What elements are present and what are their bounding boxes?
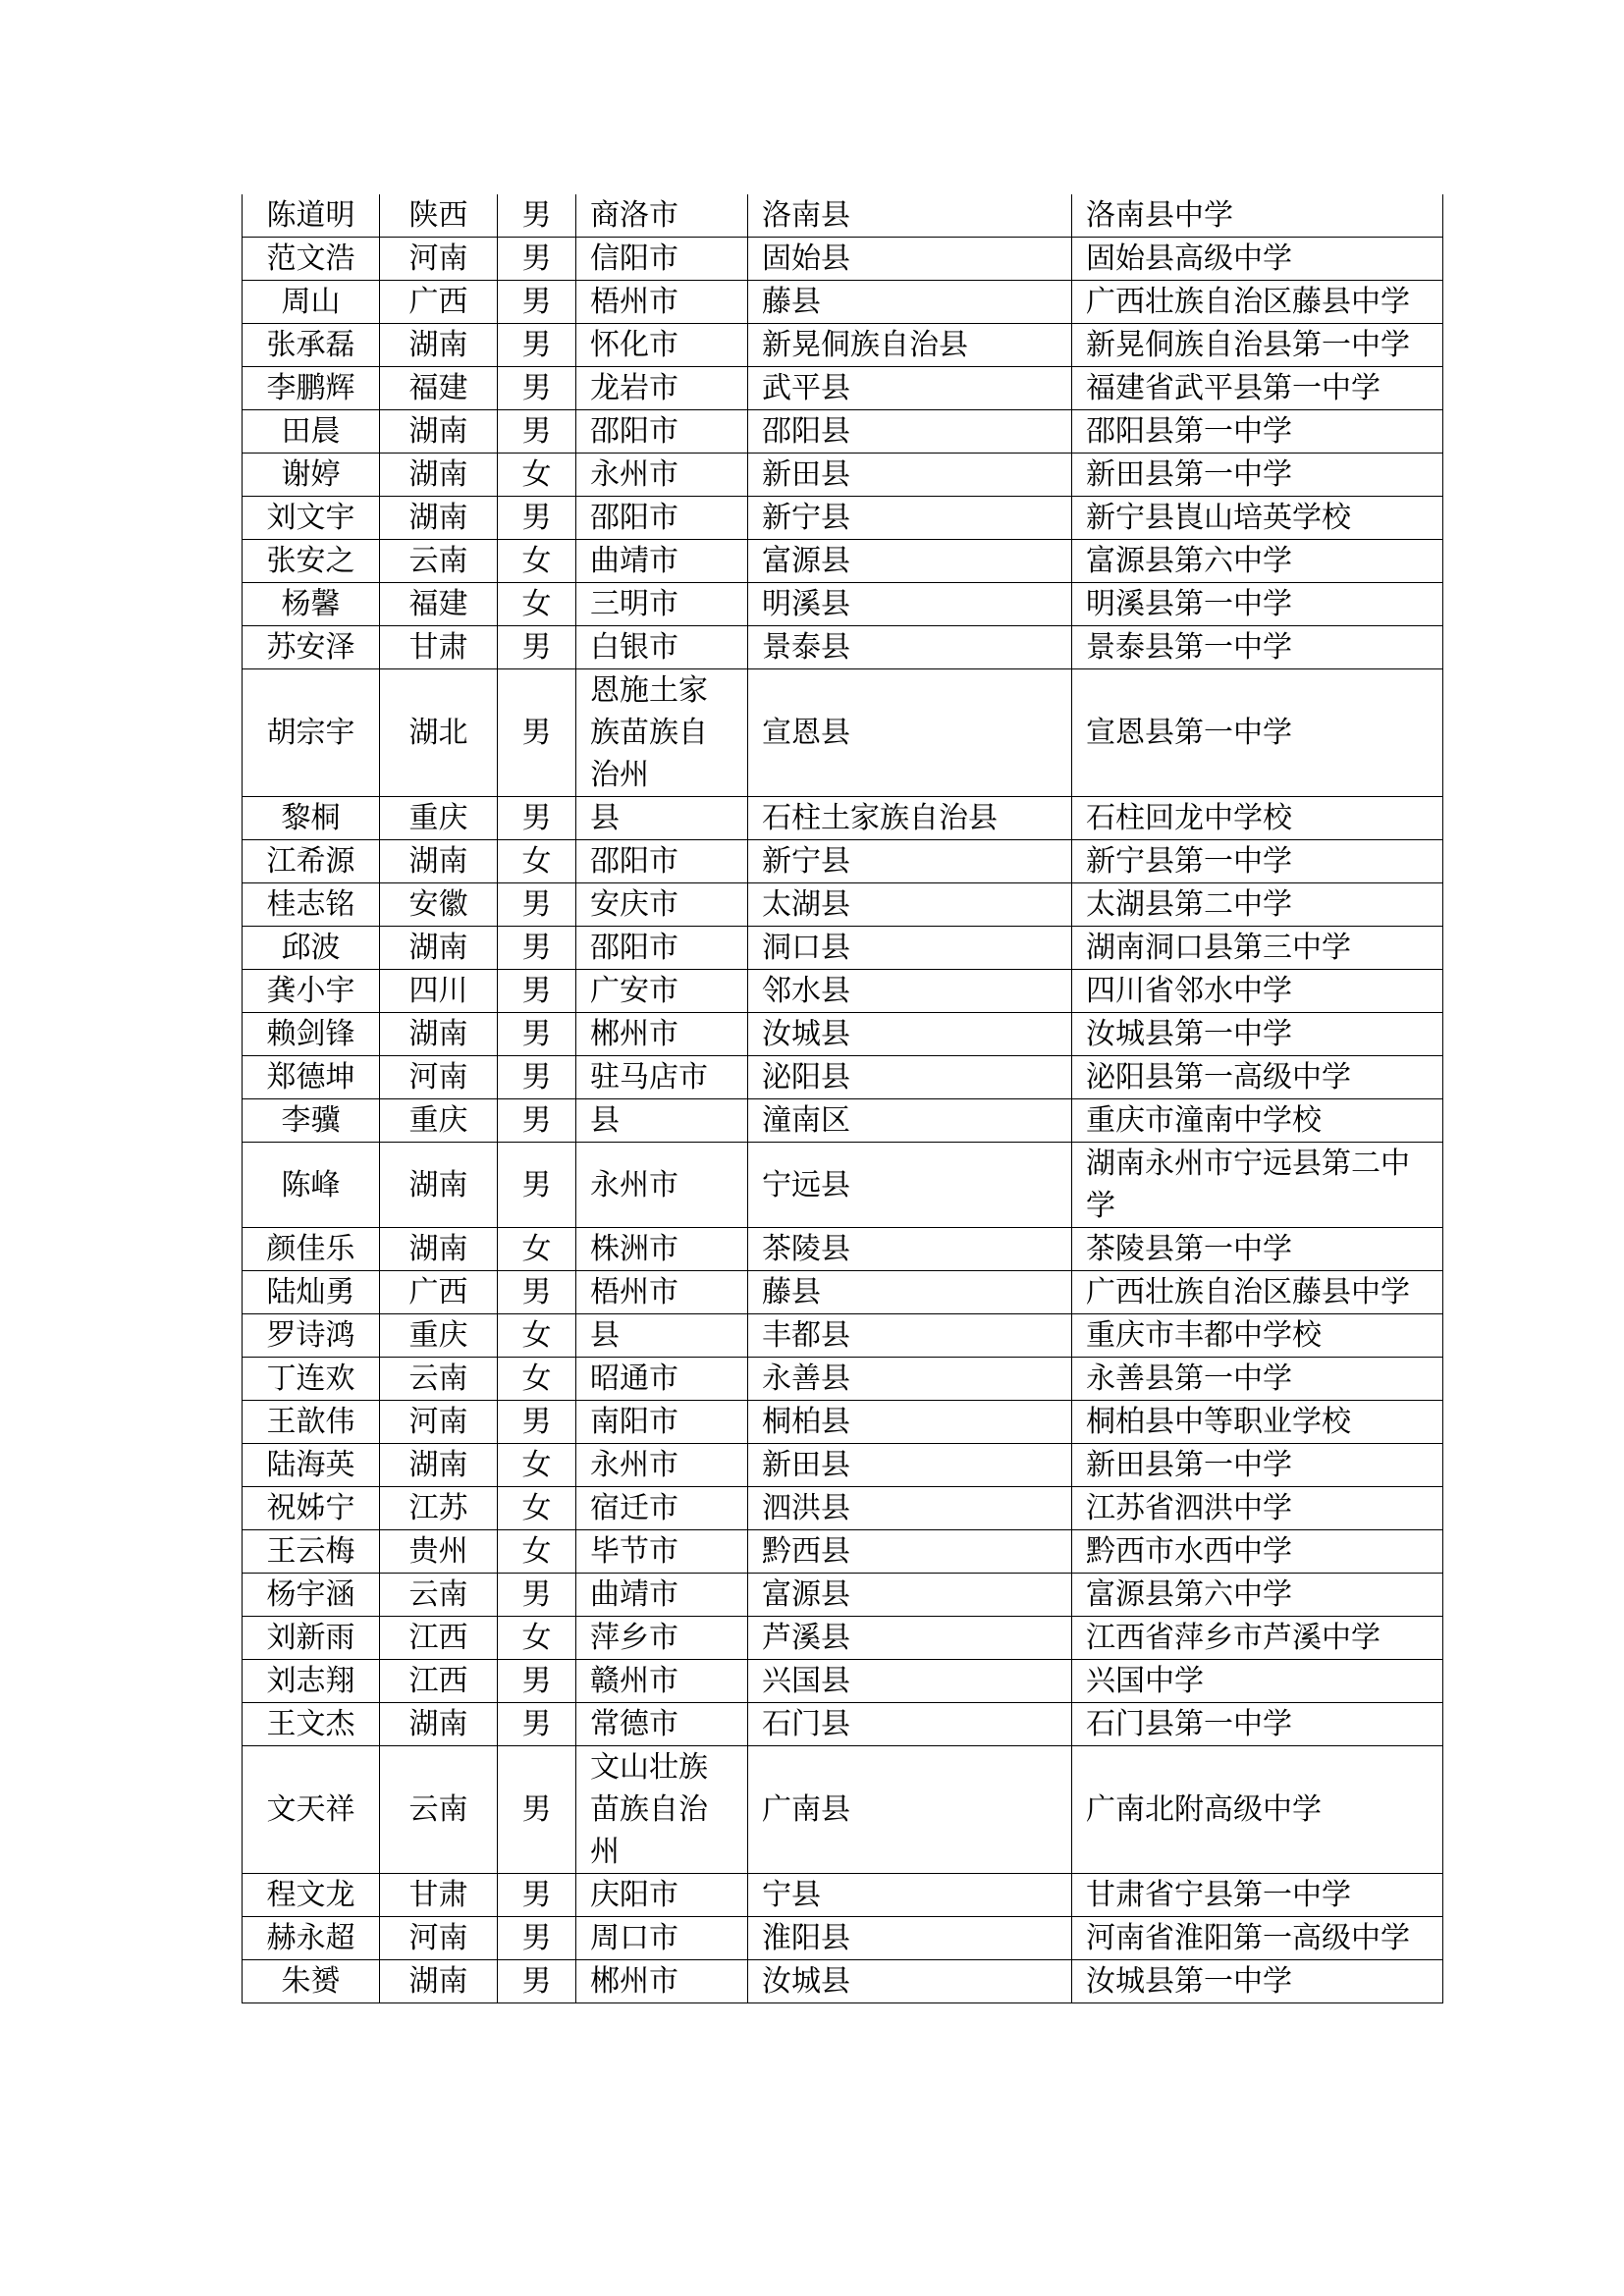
cell-school: 洛南县中学 bbox=[1072, 194, 1443, 238]
cell-city: 梧州市 bbox=[576, 281, 748, 324]
cell-county: 邵阳县 bbox=[748, 410, 1072, 454]
cell-school: 景泰县第一中学 bbox=[1072, 626, 1443, 669]
cell-school: 广西壮族自治区藤县中学 bbox=[1072, 281, 1443, 324]
cell-county: 黔西县 bbox=[748, 1530, 1072, 1574]
cell-gender: 男 bbox=[498, 1960, 576, 2003]
cell-name: 江希源 bbox=[243, 840, 380, 883]
cell-gender: 女 bbox=[498, 1228, 576, 1271]
cell-province: 河南 bbox=[380, 238, 498, 281]
cell-county: 新田县 bbox=[748, 1444, 1072, 1487]
cell-province: 湖南 bbox=[380, 324, 498, 367]
cell-gender: 男 bbox=[498, 1660, 576, 1703]
cell-city: 永州市 bbox=[576, 454, 748, 497]
cell-county: 芦溪县 bbox=[748, 1617, 1072, 1660]
table-row bbox=[243, 1530, 1443, 1574]
cell-name: 陈峰 bbox=[243, 1143, 380, 1228]
cell-province: 湖南 bbox=[380, 1703, 498, 1746]
cell-county: 武平县 bbox=[748, 367, 1072, 410]
cell-school: 富源县第六中学 bbox=[1072, 540, 1443, 583]
cell-gender: 男 bbox=[498, 1056, 576, 1099]
cell-school: 四川省邻水中学 bbox=[1072, 970, 1443, 1013]
cell-school: 固始县高级中学 bbox=[1072, 238, 1443, 281]
cell-gender: 男 bbox=[498, 1746, 576, 1874]
cell-name: 陆灿勇 bbox=[243, 1271, 380, 1314]
cell-province: 湖南 bbox=[380, 1960, 498, 2003]
cell-name: 赫永超 bbox=[243, 1917, 380, 1960]
cell-city: 恩施土家族苗族自治州 bbox=[576, 669, 748, 797]
cell-county: 新宁县 bbox=[748, 497, 1072, 540]
cell-name: 王云梅 bbox=[243, 1530, 380, 1574]
cell-gender: 男 bbox=[498, 797, 576, 840]
cell-province: 河南 bbox=[380, 1917, 498, 1960]
table-row bbox=[243, 1746, 1443, 1874]
cell-city: 株洲市 bbox=[576, 1228, 748, 1271]
cell-county: 明溪县 bbox=[748, 583, 1072, 626]
cell-county: 富源县 bbox=[748, 1574, 1072, 1617]
cell-city: 梧州市 bbox=[576, 1271, 748, 1314]
table-row bbox=[243, 410, 1443, 454]
cell-province: 广西 bbox=[380, 1271, 498, 1314]
cell-province: 湖南 bbox=[380, 1013, 498, 1056]
cell-province: 湖南 bbox=[380, 497, 498, 540]
table-row bbox=[243, 626, 1443, 669]
cell-province: 安徽 bbox=[380, 883, 498, 927]
cell-name: 李鹏辉 bbox=[243, 367, 380, 410]
cell-county: 宁县 bbox=[748, 1874, 1072, 1917]
cell-school: 广南北附高级中学 bbox=[1072, 1746, 1443, 1874]
cell-school: 邵阳县第一中学 bbox=[1072, 410, 1443, 454]
cell-county: 富源县 bbox=[748, 540, 1072, 583]
cell-name: 王歆伟 bbox=[243, 1401, 380, 1444]
cell-name: 桂志铭 bbox=[243, 883, 380, 927]
cell-name: 文天祥 bbox=[243, 1746, 380, 1874]
cell-city: 县 bbox=[576, 1314, 748, 1358]
cell-name: 李骥 bbox=[243, 1099, 380, 1143]
cell-province: 贵州 bbox=[380, 1530, 498, 1574]
cell-province: 广西 bbox=[380, 281, 498, 324]
cell-city: 广安市 bbox=[576, 970, 748, 1013]
cell-city: 邵阳市 bbox=[576, 410, 748, 454]
cell-county: 藤县 bbox=[748, 281, 1072, 324]
table-row bbox=[243, 970, 1443, 1013]
cell-province: 湖南 bbox=[380, 840, 498, 883]
cell-province: 甘肃 bbox=[380, 626, 498, 669]
cell-county: 兴国县 bbox=[748, 1660, 1072, 1703]
cell-school: 江苏省泗洪中学 bbox=[1072, 1487, 1443, 1530]
cell-province: 云南 bbox=[380, 540, 498, 583]
cell-county: 新田县 bbox=[748, 454, 1072, 497]
cell-city: 邵阳市 bbox=[576, 840, 748, 883]
cell-name: 苏安泽 bbox=[243, 626, 380, 669]
cell-gender: 男 bbox=[498, 1401, 576, 1444]
cell-county: 汝城县 bbox=[748, 1960, 1072, 2003]
cell-province: 云南 bbox=[380, 1746, 498, 1874]
table-row bbox=[243, 540, 1443, 583]
cell-city: 三明市 bbox=[576, 583, 748, 626]
cell-province: 福建 bbox=[380, 583, 498, 626]
cell-province: 甘肃 bbox=[380, 1874, 498, 1917]
cell-city: 邵阳市 bbox=[576, 927, 748, 970]
cell-province: 河南 bbox=[380, 1056, 498, 1099]
table-row bbox=[243, 1487, 1443, 1530]
cell-city: 文山壮族苗族自治州 bbox=[576, 1746, 748, 1874]
cell-city: 永州市 bbox=[576, 1143, 748, 1228]
table-row bbox=[243, 497, 1443, 540]
cell-school: 新宁县第一中学 bbox=[1072, 840, 1443, 883]
table-row bbox=[243, 238, 1443, 281]
table-row bbox=[243, 1271, 1443, 1314]
cell-name: 张承磊 bbox=[243, 324, 380, 367]
cell-school: 湖南洞口县第三中学 bbox=[1072, 927, 1443, 970]
cell-school: 广西壮族自治区藤县中学 bbox=[1072, 1271, 1443, 1314]
cell-gender: 男 bbox=[498, 324, 576, 367]
cell-province: 湖南 bbox=[380, 927, 498, 970]
cell-city: 驻马店市 bbox=[576, 1056, 748, 1099]
cell-city: 县 bbox=[576, 797, 748, 840]
cell-name: 朱赟 bbox=[243, 1960, 380, 2003]
cell-name: 刘新雨 bbox=[243, 1617, 380, 1660]
table-row bbox=[243, 1574, 1443, 1617]
cell-county: 宣恩县 bbox=[748, 669, 1072, 797]
table-row bbox=[243, 797, 1443, 840]
cell-gender: 男 bbox=[498, 626, 576, 669]
cell-county: 丰都县 bbox=[748, 1314, 1072, 1358]
table-row bbox=[243, 583, 1443, 626]
cell-gender: 女 bbox=[498, 1358, 576, 1401]
cell-city: 毕节市 bbox=[576, 1530, 748, 1574]
cell-city: 南阳市 bbox=[576, 1401, 748, 1444]
cell-school: 重庆市丰都中学校 bbox=[1072, 1314, 1443, 1358]
cell-county: 淮阳县 bbox=[748, 1917, 1072, 1960]
cell-province: 湖南 bbox=[380, 454, 498, 497]
table-row bbox=[243, 194, 1443, 238]
cell-school: 重庆市潼南中学校 bbox=[1072, 1099, 1443, 1143]
cell-county: 固始县 bbox=[748, 238, 1072, 281]
table-row bbox=[243, 1099, 1443, 1143]
cell-city: 永州市 bbox=[576, 1444, 748, 1487]
cell-gender: 女 bbox=[498, 1314, 576, 1358]
cell-province: 福建 bbox=[380, 367, 498, 410]
cell-name: 祝姊宁 bbox=[243, 1487, 380, 1530]
cell-county: 汝城县 bbox=[748, 1013, 1072, 1056]
cell-county: 邻水县 bbox=[748, 970, 1072, 1013]
cell-gender: 男 bbox=[498, 238, 576, 281]
cell-city: 邵阳市 bbox=[576, 497, 748, 540]
cell-city: 宿迁市 bbox=[576, 1487, 748, 1530]
cell-school: 福建省武平县第一中学 bbox=[1072, 367, 1443, 410]
cell-county: 洞口县 bbox=[748, 927, 1072, 970]
cell-city: 常德市 bbox=[576, 1703, 748, 1746]
table-row bbox=[243, 1917, 1443, 1960]
cell-name: 杨馨 bbox=[243, 583, 380, 626]
cell-name: 郑德坤 bbox=[243, 1056, 380, 1099]
roster-body bbox=[243, 194, 1443, 2003]
cell-gender: 女 bbox=[498, 840, 576, 883]
cell-county: 广南县 bbox=[748, 1746, 1072, 1874]
cell-province: 湖南 bbox=[380, 1444, 498, 1487]
cell-school: 宣恩县第一中学 bbox=[1072, 669, 1443, 797]
table-row bbox=[243, 1660, 1443, 1703]
cell-county: 永善县 bbox=[748, 1358, 1072, 1401]
table-row bbox=[243, 1228, 1443, 1271]
cell-school: 明溪县第一中学 bbox=[1072, 583, 1443, 626]
cell-gender: 女 bbox=[498, 540, 576, 583]
cell-name: 张安之 bbox=[243, 540, 380, 583]
cell-gender: 男 bbox=[498, 1099, 576, 1143]
cell-city: 白银市 bbox=[576, 626, 748, 669]
cell-school: 泌阳县第一高级中学 bbox=[1072, 1056, 1443, 1099]
student-roster-table bbox=[242, 194, 1443, 2003]
cell-city: 郴州市 bbox=[576, 1960, 748, 2003]
cell-name: 范文浩 bbox=[243, 238, 380, 281]
cell-school: 新田县第一中学 bbox=[1072, 1444, 1443, 1487]
cell-name: 黎桐 bbox=[243, 797, 380, 840]
table-row bbox=[243, 669, 1443, 797]
table-row bbox=[243, 1401, 1443, 1444]
cell-school: 新晃侗族自治县第一中学 bbox=[1072, 324, 1443, 367]
cell-gender: 女 bbox=[498, 1617, 576, 1660]
cell-school: 黔西市水西中学 bbox=[1072, 1530, 1443, 1574]
cell-name: 陈道明 bbox=[243, 194, 380, 238]
cell-county: 洛南县 bbox=[748, 194, 1072, 238]
cell-province: 湖北 bbox=[380, 669, 498, 797]
table-row bbox=[243, 1056, 1443, 1099]
cell-province: 湖南 bbox=[380, 1228, 498, 1271]
table-row bbox=[243, 281, 1443, 324]
cell-province: 四川 bbox=[380, 970, 498, 1013]
cell-name: 杨宇涵 bbox=[243, 1574, 380, 1617]
table-row bbox=[243, 1314, 1443, 1358]
cell-gender: 男 bbox=[498, 497, 576, 540]
cell-name: 邱波 bbox=[243, 927, 380, 970]
cell-school: 永善县第一中学 bbox=[1072, 1358, 1443, 1401]
table-row bbox=[243, 367, 1443, 410]
cell-school: 甘肃省宁县第一中学 bbox=[1072, 1874, 1443, 1917]
table-row bbox=[243, 1703, 1443, 1746]
table-row bbox=[243, 1617, 1443, 1660]
cell-province: 江苏 bbox=[380, 1487, 498, 1530]
cell-school: 茶陵县第一中学 bbox=[1072, 1228, 1443, 1271]
cell-county: 潼南区 bbox=[748, 1099, 1072, 1143]
cell-province: 重庆 bbox=[380, 1099, 498, 1143]
cell-province: 重庆 bbox=[380, 1314, 498, 1358]
cell-gender: 女 bbox=[498, 583, 576, 626]
cell-name: 胡宗宇 bbox=[243, 669, 380, 797]
cell-city: 昭通市 bbox=[576, 1358, 748, 1401]
table-row bbox=[243, 454, 1443, 497]
cell-city: 龙岩市 bbox=[576, 367, 748, 410]
table-row bbox=[243, 1013, 1443, 1056]
cell-county: 藤县 bbox=[748, 1271, 1072, 1314]
table-row bbox=[243, 1960, 1443, 2003]
cell-city: 曲靖市 bbox=[576, 1574, 748, 1617]
cell-name: 谢婷 bbox=[243, 454, 380, 497]
cell-gender: 男 bbox=[498, 970, 576, 1013]
cell-gender: 男 bbox=[498, 669, 576, 797]
cell-city: 曲靖市 bbox=[576, 540, 748, 583]
cell-school: 兴国中学 bbox=[1072, 1660, 1443, 1703]
cell-county: 景泰县 bbox=[748, 626, 1072, 669]
table-row bbox=[243, 1444, 1443, 1487]
cell-city: 庆阳市 bbox=[576, 1874, 748, 1917]
cell-province: 河南 bbox=[380, 1401, 498, 1444]
cell-province: 湖南 bbox=[380, 1143, 498, 1228]
cell-school: 河南省淮阳第一高级中学 bbox=[1072, 1917, 1443, 1960]
cell-name: 王文杰 bbox=[243, 1703, 380, 1746]
cell-name: 赖剑锋 bbox=[243, 1013, 380, 1056]
cell-county: 茶陵县 bbox=[748, 1228, 1072, 1271]
cell-gender: 男 bbox=[498, 1271, 576, 1314]
cell-city: 赣州市 bbox=[576, 1660, 748, 1703]
cell-province: 重庆 bbox=[380, 797, 498, 840]
cell-school: 汝城县第一中学 bbox=[1072, 1013, 1443, 1056]
cell-name: 龚小宇 bbox=[243, 970, 380, 1013]
cell-school: 桐柏县中等职业学校 bbox=[1072, 1401, 1443, 1444]
cell-city: 信阳市 bbox=[576, 238, 748, 281]
cell-school: 新田县第一中学 bbox=[1072, 454, 1443, 497]
cell-school: 江西省萍乡市芦溪中学 bbox=[1072, 1617, 1443, 1660]
cell-province: 陕西 bbox=[380, 194, 498, 238]
cell-gender: 男 bbox=[498, 1703, 576, 1746]
cell-province: 江西 bbox=[380, 1660, 498, 1703]
cell-city: 商洛市 bbox=[576, 194, 748, 238]
cell-name: 程文龙 bbox=[243, 1874, 380, 1917]
cell-school: 石门县第一中学 bbox=[1072, 1703, 1443, 1746]
cell-county: 桐柏县 bbox=[748, 1401, 1072, 1444]
cell-city: 周口市 bbox=[576, 1917, 748, 1960]
table-row bbox=[243, 1358, 1443, 1401]
table-row bbox=[243, 324, 1443, 367]
cell-city: 萍乡市 bbox=[576, 1617, 748, 1660]
cell-school: 石柱回龙中学校 bbox=[1072, 797, 1443, 840]
cell-city: 安庆市 bbox=[576, 883, 748, 927]
cell-gender: 男 bbox=[498, 927, 576, 970]
cell-county: 石柱土家族自治县 bbox=[748, 797, 1072, 840]
cell-name: 刘志翔 bbox=[243, 1660, 380, 1703]
cell-gender: 女 bbox=[498, 1487, 576, 1530]
cell-gender: 女 bbox=[498, 1444, 576, 1487]
cell-name: 颜佳乐 bbox=[243, 1228, 380, 1271]
cell-school: 汝城县第一中学 bbox=[1072, 1960, 1443, 2003]
cell-gender: 男 bbox=[498, 281, 576, 324]
table-row bbox=[243, 1874, 1443, 1917]
cell-gender: 男 bbox=[498, 883, 576, 927]
cell-city: 怀化市 bbox=[576, 324, 748, 367]
cell-province: 湖南 bbox=[380, 410, 498, 454]
cell-name: 丁连欢 bbox=[243, 1358, 380, 1401]
cell-name: 罗诗鸿 bbox=[243, 1314, 380, 1358]
table-row bbox=[243, 883, 1443, 927]
cell-gender: 男 bbox=[498, 194, 576, 238]
cell-city: 县 bbox=[576, 1099, 748, 1143]
cell-gender: 男 bbox=[498, 1013, 576, 1056]
table-row bbox=[243, 1143, 1443, 1228]
cell-city: 郴州市 bbox=[576, 1013, 748, 1056]
cell-school: 太湖县第二中学 bbox=[1072, 883, 1443, 927]
cell-name: 田晨 bbox=[243, 410, 380, 454]
cell-school: 富源县第六中学 bbox=[1072, 1574, 1443, 1617]
cell-gender: 男 bbox=[498, 367, 576, 410]
cell-county: 新晃侗族自治县 bbox=[748, 324, 1072, 367]
cell-county: 石门县 bbox=[748, 1703, 1072, 1746]
cell-school: 新宁县崀山培英学校 bbox=[1072, 497, 1443, 540]
cell-province: 江西 bbox=[380, 1617, 498, 1660]
cell-county: 太湖县 bbox=[748, 883, 1072, 927]
cell-gender: 男 bbox=[498, 410, 576, 454]
cell-county: 新宁县 bbox=[748, 840, 1072, 883]
cell-county: 泗洪县 bbox=[748, 1487, 1072, 1530]
cell-gender: 女 bbox=[498, 1530, 576, 1574]
cell-gender: 男 bbox=[498, 1574, 576, 1617]
table-row bbox=[243, 927, 1443, 970]
cell-school: 湖南永州市宁远县第二中学 bbox=[1072, 1143, 1443, 1228]
table-row bbox=[243, 840, 1443, 883]
cell-name: 周山 bbox=[243, 281, 380, 324]
cell-gender: 男 bbox=[498, 1917, 576, 1960]
cell-name: 陆海英 bbox=[243, 1444, 380, 1487]
cell-province: 云南 bbox=[380, 1574, 498, 1617]
cell-gender: 男 bbox=[498, 1143, 576, 1228]
cell-name: 刘文宇 bbox=[243, 497, 380, 540]
cell-province: 云南 bbox=[380, 1358, 498, 1401]
cell-county: 泌阳县 bbox=[748, 1056, 1072, 1099]
cell-gender: 女 bbox=[498, 454, 576, 497]
cell-county: 宁远县 bbox=[748, 1143, 1072, 1228]
cell-gender: 男 bbox=[498, 1874, 576, 1917]
